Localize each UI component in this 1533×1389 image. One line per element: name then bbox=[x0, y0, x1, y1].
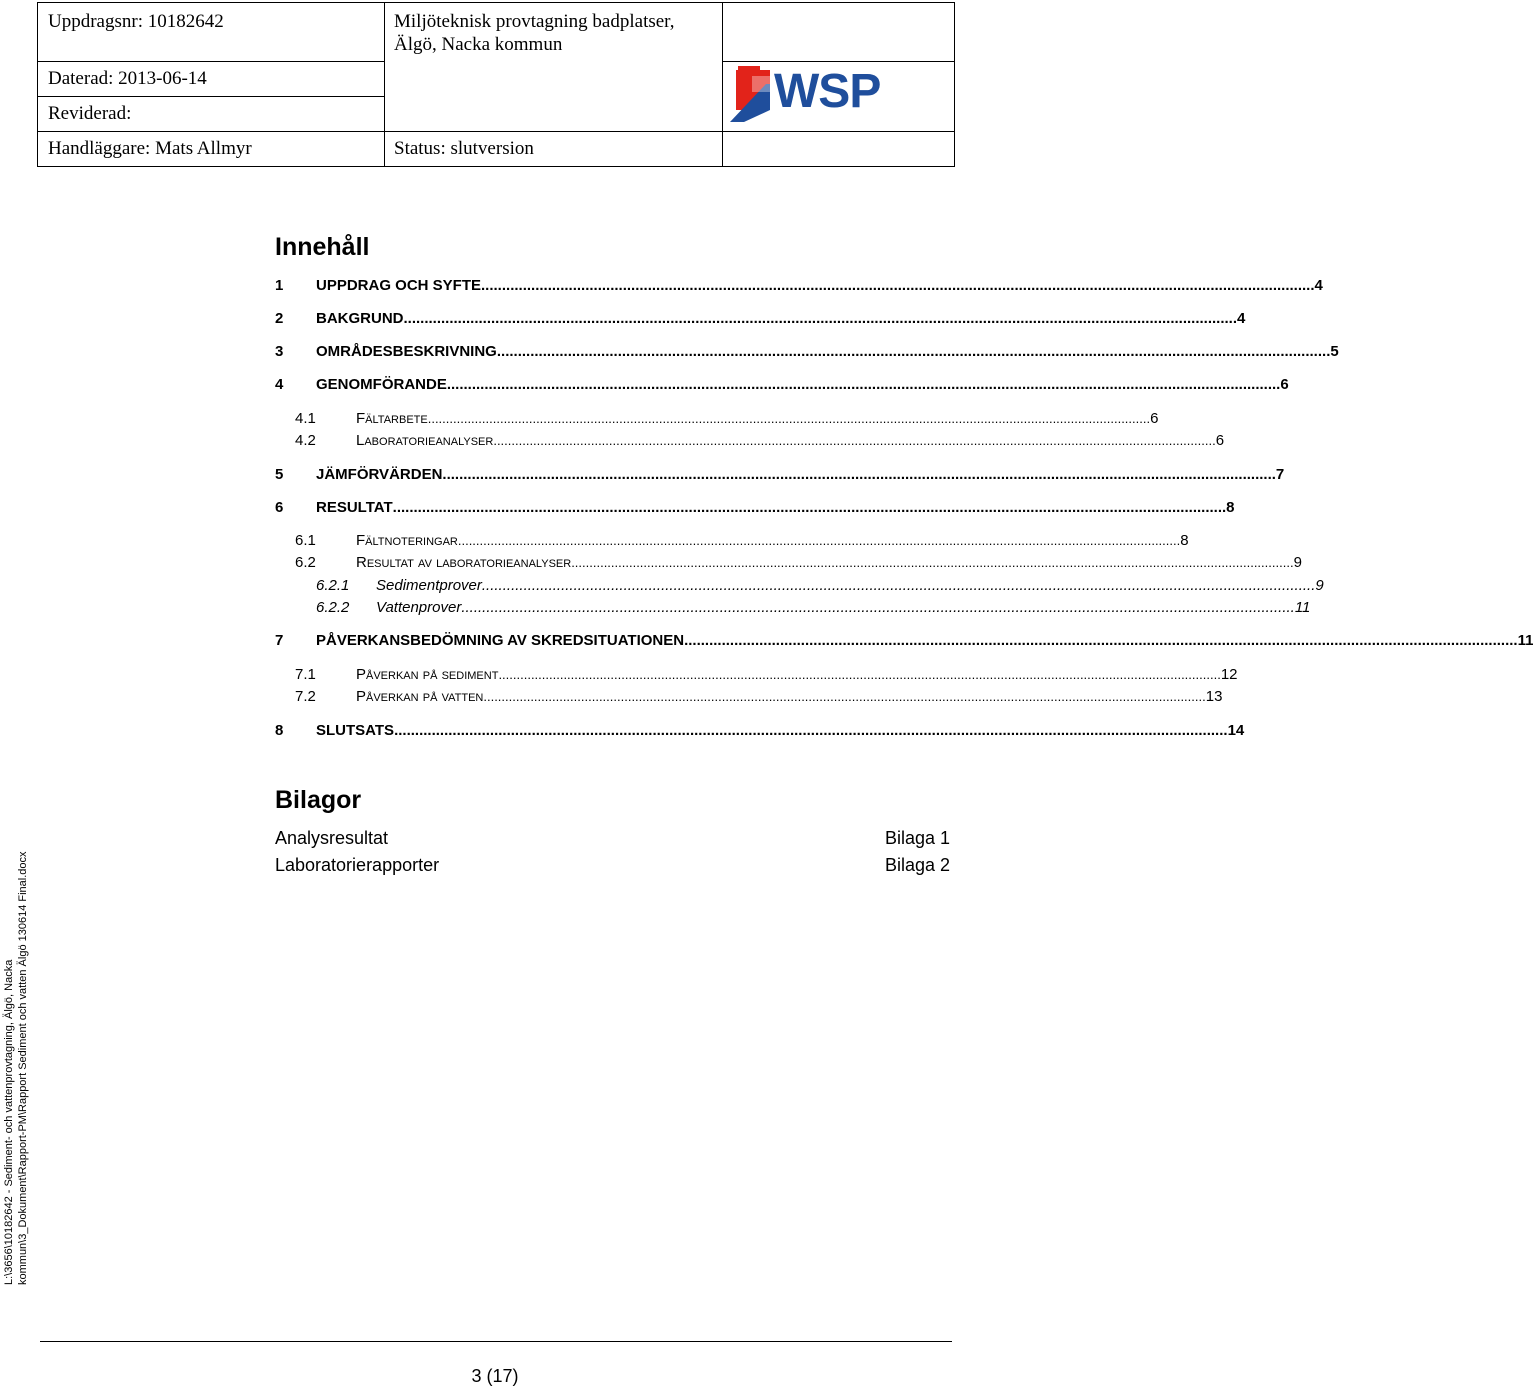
toc-entry[interactable] bbox=[275, 688, 1223, 710]
toc-leader-dots: ........................................................................................................................................................................................................ bbox=[394, 722, 1228, 739]
toc-leader-dots: ........................................................................................................................................................................................................ bbox=[496, 343, 1331, 360]
toc-entry-page: 12 bbox=[1220, 666, 1238, 683]
toc-entry-label: Påverkan på sediment bbox=[356, 666, 499, 683]
toc-entry[interactable] bbox=[275, 631, 1533, 653]
appendices-title: Bilagor bbox=[275, 786, 362, 814]
toc-entry-label: GENOMFÖRANDE bbox=[316, 376, 447, 393]
toc-entry-label: PÅVERKANSBEDÖMNING AV SKREDSITUATIONEN bbox=[316, 632, 685, 649]
toc-entry-label: UPPDRAG OCH SYFTE bbox=[316, 277, 482, 294]
toc-leader-dots: ........................................................................................................................................................................................................ bbox=[498, 667, 1221, 682]
toc-leader-dots: ........................................................................................................................................................................................................ bbox=[446, 376, 1281, 393]
toc-leader-dots: ........................................................................................................................................................................................................ bbox=[461, 599, 1295, 616]
toc-entry-page: 6 bbox=[1215, 432, 1225, 449]
toc-entry-page: 9 bbox=[1293, 554, 1302, 571]
toc-entry-page: 4 bbox=[1314, 277, 1323, 294]
file-path-margin bbox=[2, 845, 30, 1285]
toc-entry[interactable] bbox=[275, 432, 1225, 454]
toc-entry-number: 3 bbox=[275, 343, 284, 360]
toc-entry-number: 1 bbox=[275, 277, 284, 294]
date-field: Daterad: 2013-06-14 bbox=[48, 68, 207, 89]
appendix-ref: Bilaga 1 bbox=[884, 828, 950, 848]
toc-leader-dots: ........................................................................................................................................................................................................ bbox=[684, 632, 1518, 649]
toc-title: Innehåll bbox=[275, 233, 370, 261]
report-title-line2: Älgö, Nacka kommun bbox=[394, 34, 563, 55]
status-field: Status: slutversion bbox=[394, 138, 534, 159]
toc-entry-page: 5 bbox=[1330, 343, 1339, 360]
toc-entry-number: 7 bbox=[275, 632, 284, 649]
toc-entry-label: OMRÅDESBESKRIVNING bbox=[316, 343, 497, 360]
toc-entry[interactable] bbox=[275, 554, 1302, 576]
toc-entry-label: BAKGRUND bbox=[316, 310, 404, 327]
toc-entry[interactable] bbox=[275, 498, 1235, 520]
toc-entry-number: 6.2.2 bbox=[316, 599, 350, 616]
footer-divider bbox=[40, 1341, 952, 1342]
assignment-number: Uppdragsnr: 10182642 bbox=[48, 11, 224, 32]
toc-entry-number: 8 bbox=[275, 722, 284, 739]
toc-entry[interactable] bbox=[275, 666, 1238, 688]
toc-entry-page: 7 bbox=[1275, 466, 1285, 483]
toc-entry-page: 11 bbox=[1294, 599, 1311, 616]
toc-leader-dots: ........................................................................................................................................................................................................ bbox=[571, 555, 1294, 570]
toc-entry-label: Laboratorieanalyser bbox=[356, 432, 494, 449]
report-title-line1: Miljöteknisk provtagning badplatser, bbox=[394, 11, 675, 32]
toc-entry-label: Sedimentprover bbox=[376, 577, 482, 594]
appendix-name: Laboratorierapporter bbox=[275, 855, 440, 875]
toc-entry-label: Fältnoteringar bbox=[356, 532, 458, 549]
toc-leader-dots: ........................................................................................................................................................................................................ bbox=[427, 411, 1151, 426]
toc-entry-page: 6 bbox=[1280, 376, 1289, 393]
toc-entry-label: SLUTSATS bbox=[316, 722, 395, 739]
toc-entry[interactable] bbox=[275, 410, 1159, 432]
toc-entry-page: 6 bbox=[1150, 410, 1159, 427]
toc-entry-page: 13 bbox=[1205, 688, 1223, 705]
toc-entry[interactable] bbox=[275, 532, 1189, 554]
revised-field: Reviderad: bbox=[48, 103, 132, 124]
toc-entry-number: 5 bbox=[275, 466, 284, 483]
toc-entry-number: 6 bbox=[275, 499, 284, 516]
page-number: 3 (17) bbox=[471, 1366, 519, 1386]
toc-entry[interactable] bbox=[275, 309, 1246, 331]
toc-entry[interactable] bbox=[275, 598, 1311, 620]
toc-leader-dots: ........................................................................................................................................................................................................ bbox=[457, 533, 1181, 548]
toc-leader-dots: ........................................................................................................................................................................................................ bbox=[403, 310, 1237, 327]
appendix-ref: Bilaga 2 bbox=[884, 855, 950, 875]
toc-leader-dots: ........................................................................................................................................................................................................ bbox=[481, 577, 1316, 594]
toc-leader-dots: ........................................................................................................................................................................................................ bbox=[392, 499, 1227, 516]
toc-leader-dots: ........................................................................................................................................................................................................ bbox=[442, 466, 1276, 483]
file-path-line1: L:\3656\10182642 - Sediment- och vattenprovtagning, Älgö, Nacka bbox=[3, 959, 15, 1285]
toc-entry-number: 6.2.1 bbox=[316, 577, 350, 594]
toc-entry-page: 9 bbox=[1315, 577, 1324, 594]
file-path-line2: kommun\3_Dokument\Rapport-PM\Rapport Sediment och vatten Älgö 130614 Final.docx bbox=[17, 851, 29, 1285]
toc-entry-number: 7.1 bbox=[295, 666, 316, 683]
svg-text:WSP: WSP bbox=[774, 65, 881, 118]
toc-entry-number: 6.2 bbox=[295, 554, 316, 571]
toc-entry-label: Påverkan på vatten bbox=[356, 688, 484, 705]
toc-entry[interactable] bbox=[275, 465, 1285, 487]
toc-entry-label: RESULTAT bbox=[316, 499, 393, 516]
toc-entry-page: 8 bbox=[1226, 499, 1235, 516]
toc-entry[interactable] bbox=[275, 721, 1245, 743]
toc-entry[interactable] bbox=[275, 342, 1339, 364]
toc-entry[interactable] bbox=[275, 375, 1289, 397]
toc-entry-number: 4 bbox=[275, 376, 284, 393]
toc-entry-page: 14 bbox=[1227, 722, 1245, 739]
toc-entry-number: 4.2 bbox=[295, 432, 316, 449]
toc-entry-number: 6.1 bbox=[295, 532, 316, 549]
toc-entry-label: Resultat av laboratorieanalyser bbox=[356, 554, 572, 571]
toc-leader-dots: ........................................................................................................................................................................................................ bbox=[481, 277, 1315, 294]
toc-entry-page: 8 bbox=[1180, 532, 1189, 549]
toc-entry[interactable] bbox=[275, 276, 1323, 298]
handler-field: Handläggare: Mats Allmyr bbox=[48, 138, 252, 159]
toc-entry-number: 4.1 bbox=[295, 410, 316, 427]
wsp-logo bbox=[730, 62, 920, 128]
toc-entry-page: 4 bbox=[1237, 310, 1246, 327]
toc-leader-dots: ........................................................................................................................................................................................................ bbox=[493, 433, 1216, 448]
toc-entry-label: Fältarbete bbox=[356, 410, 428, 427]
toc-entry-label: Vattenprover bbox=[376, 599, 462, 616]
toc-entry-page: 11 bbox=[1517, 632, 1533, 649]
toc-entry-number: 2 bbox=[275, 310, 284, 327]
toc-entry-label: JÄMFÖRVÄRDEN bbox=[316, 466, 443, 483]
toc-leader-dots: ........................................................................................................................................................................................................ bbox=[483, 689, 1206, 704]
appendix-name: Analysresultat bbox=[275, 828, 389, 848]
toc-entry[interactable] bbox=[275, 576, 1324, 598]
toc-entry-number: 7.2 bbox=[295, 688, 316, 705]
